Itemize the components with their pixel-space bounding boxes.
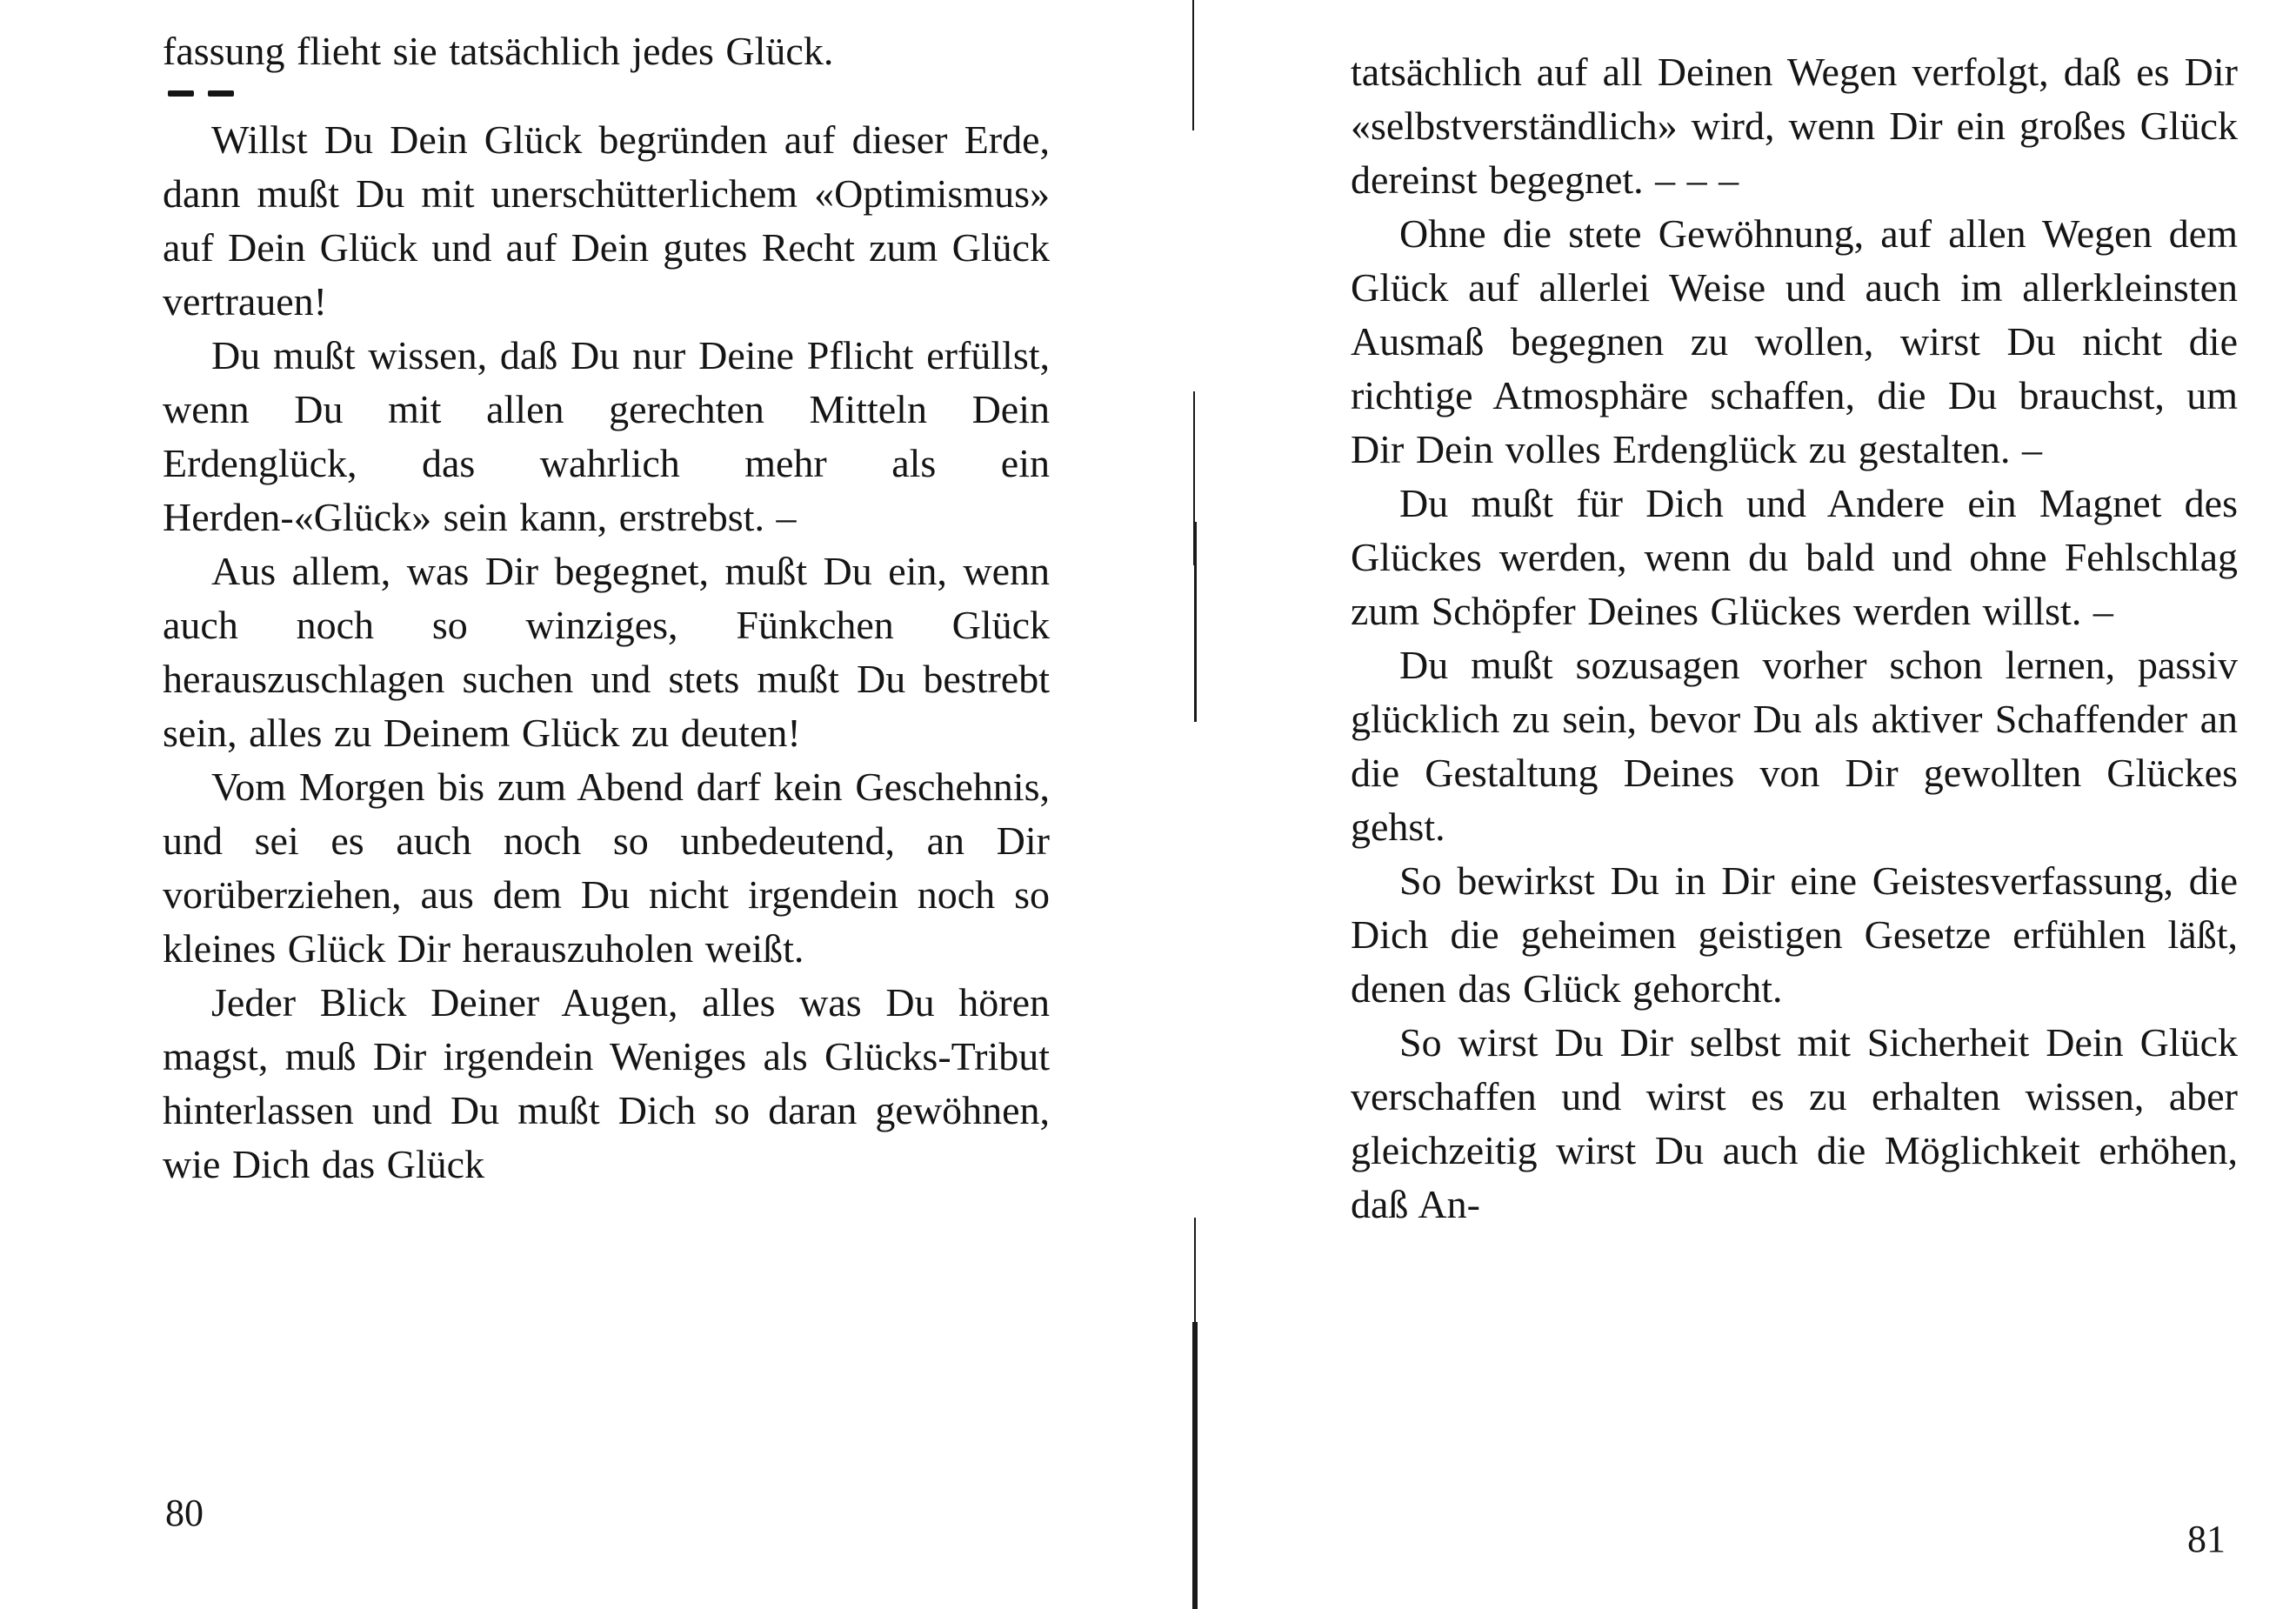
right-paragraph-5: So bewirkst Du in Dir eine Geistesverfassung, die Dich die geheimen geistigen Gesetze erfühlen läßt, denen das Glück gehorcht. — [1351, 858, 2238, 1011]
right-paragraph-4: Du mußt sozusagen vorher schon lernen, passiv glücklich zu sein, bevor Du als aktiver Schaffender an die Gestaltung Deines von Dir gewollten Glückes gehst. — [1351, 643, 2238, 849]
right-paragraph-2: Ohne die stete Gewöhnung, auf allen Wegen dem Glück auf allerlei Weise und auch im allerkleinsten Ausmaß begegnen zu wollen, wirst Du nicht die richtige Atmosphäre schaffen, die Du brauchst, um Dir Dein volles Erdenglück zu gestalten. – — [1351, 211, 2238, 471]
book-gutter — [1188, 0, 1200, 1609]
right-paragraph-1: tatsächlich auf all Deinen Wegen verfolgt, daß es Dir «selbstverständlich» wird, wenn Dir ein großes Glück dereinst begegnet. – – – — [1351, 50, 2238, 202]
left-paragraph-3: Du mußt wissen, daß Du nur Deine Pflicht erfüllst, wenn Du mit allen gerechten Mitteln Dein Erdenglück, das wahrlich mehr als ein Herden-«Glück» sein kann, erstrebst. – — [163, 333, 1050, 539]
right-page — [1205, 0, 2296, 1609]
left-paragraph-4: Aus allem, was Dir begegnet, mußt Du ein, wenn auch noch so winziges, Fünkchen Glück herauszuschlagen suchen und stets mußt Du bestrebt sein, alles zu Deinem Glück zu deuten! — [163, 549, 1050, 755]
left-paragraph-1: fassung flieht sie tatsächlich jedes Glück. — [163, 29, 834, 73]
right-text-column — [1351, 45, 2238, 1232]
right-page-number: 81 — [2187, 1518, 2226, 1560]
left-text-column — [163, 24, 1050, 1192]
right-paragraph-6: So wirst Du Dir selbst mit Sicherheit Dein Glück verschaffen und wirst es zu erhalten wissen, aber gleichzeitig wirst Du auch die Möglichkeit erhöhen, daß An- — [1351, 1020, 2238, 1226]
right-paragraph-3: Du mußt für Dich und Andere ein Magnet des Glückes werden, wenn du bald und ohne Fehlschlag zum Schöpfer Deines Glückes werden willst. – — [1351, 481, 2238, 633]
left-paragraph-6: Jeder Blick Deiner Augen, alles was Du hören magst, muß Dir irgendein Weniges als Glücks-Tribut hinterlassen und Du mußt Dich so daran gewöhnen, wie Dich das Glück — [163, 980, 1050, 1186]
section-dash-ornament — [163, 78, 1050, 113]
left-paragraph-2: Willst Du Dein Glück begründen auf dieser Erde, dann mußt Du mit unerschütterlichem «Optimismus» auf Dein Glück und auf Dein gutes Recht zum Glück vertrauen! — [163, 117, 1050, 324]
left-page-number: 80 — [165, 1492, 204, 1534]
left-paragraph-5: Vom Morgen bis zum Abend darf kein Geschehnis, und sei es auch noch so unbedeutend, an Dir vorüberziehen, aus dem Du nicht irgendein noch so kleines Glück Dir herauszuholen weißt. — [163, 764, 1050, 971]
